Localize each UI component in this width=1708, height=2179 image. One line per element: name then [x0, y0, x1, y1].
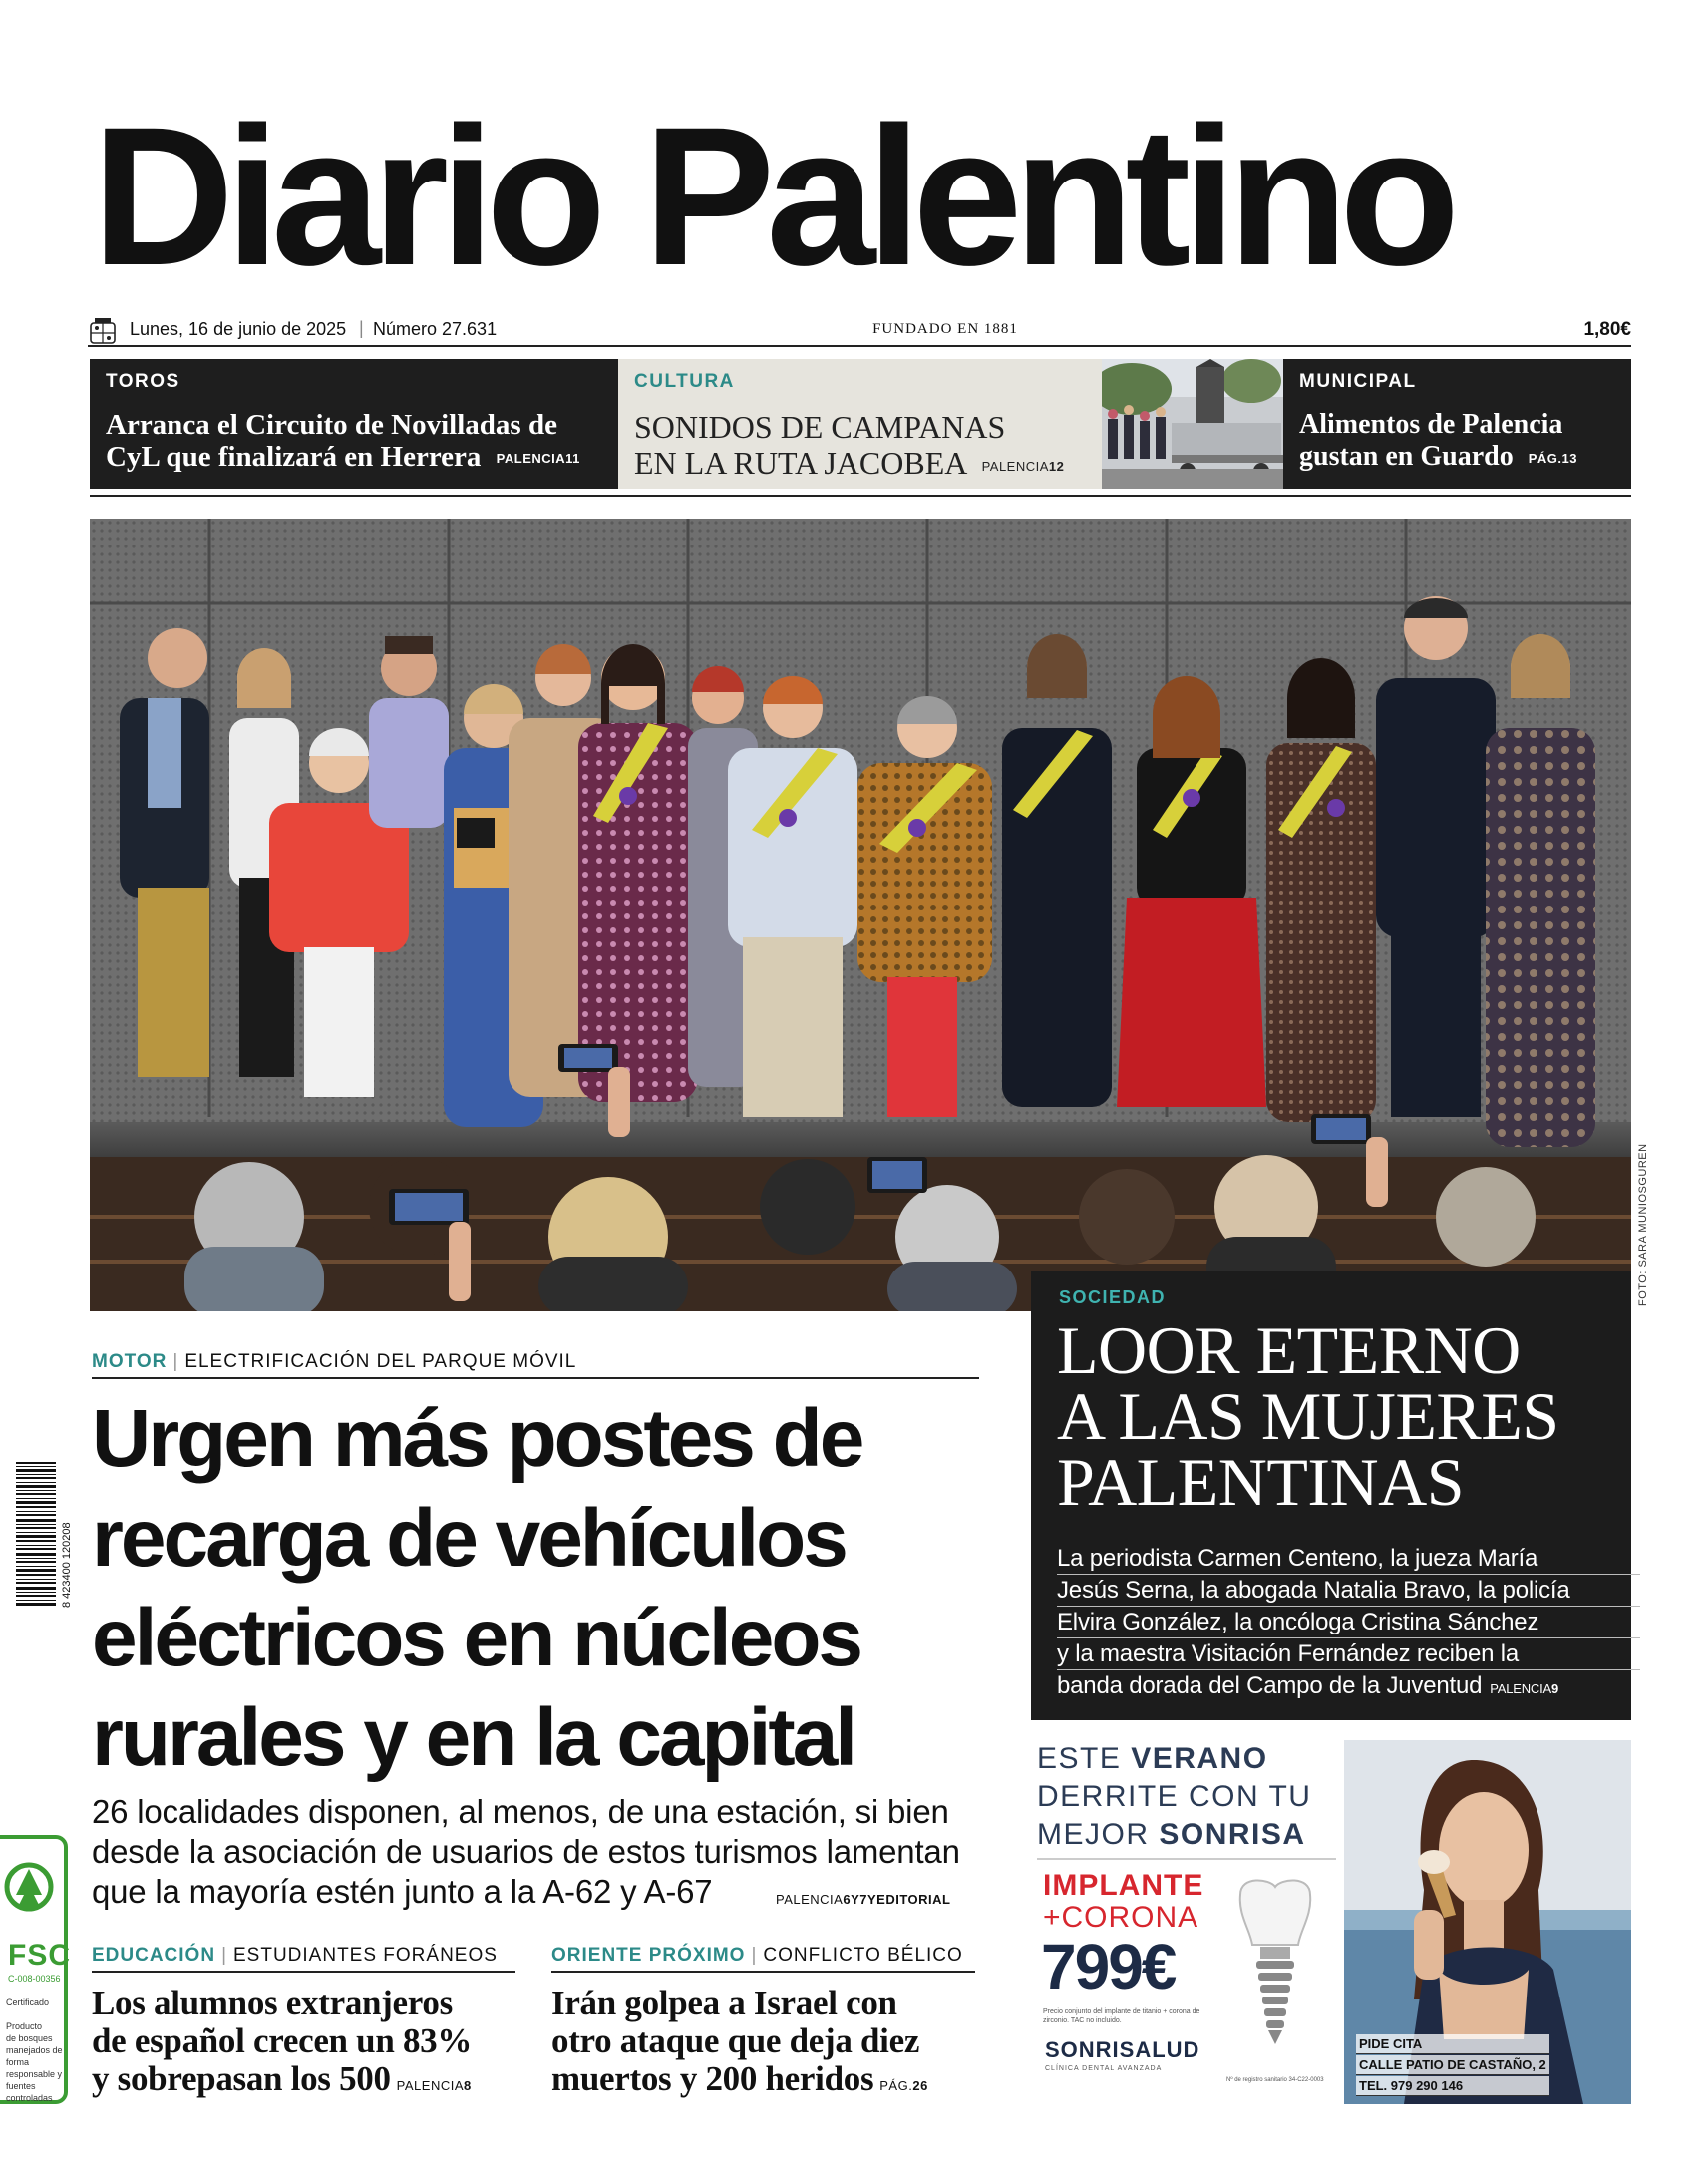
teaser-headline: SONIDOS DE CAMPANAS EN LA RUTA JACOBEA PALENCIA12	[634, 409, 1065, 481]
ad-contact: PIDE CITA CALLE PATIO DE CASTAÑO, 2 TEL. 979 290 146	[1356, 2034, 1549, 2097]
oriente-headline[interactable]: Irán golpea a Israel con otro ataque que deja diez muertos y 200 heridos PÁG.26	[551, 1984, 928, 2098]
masthead-title[interactable]: Diario Palentino	[92, 86, 1452, 306]
subsection-label: ESTUDIANTES FORÁNEOS	[233, 1945, 498, 1966]
educacion-kicker: EDUCACIÓN | ESTUDIANTES FORÁNEOS	[92, 1945, 515, 1973]
award-ceremony-image	[90, 519, 1631, 1311]
section-tag: EDUCACIÓN	[92, 1945, 216, 1966]
oriente-kicker: ORIENTE PRÓXIMO | CONFLICTO BÉLICO	[551, 1945, 975, 1973]
motor-kicker: MOTOR | ELECTRIFICACIÓN DEL PARQUE MÓVIL	[92, 1351, 979, 1379]
ad-registry: Nº de registro sanitario 34-C22-0003	[1226, 2077, 1324, 2083]
section-divider	[90, 495, 1631, 497]
dateline-bar	[88, 317, 1631, 347]
teaser-headline: Arranca el Circuito de Novilladas de CyL que finalizará en Herrera PALENCIA11	[106, 409, 580, 473]
barcode-icon	[14, 1458, 76, 1610]
section-tag: SOCIEDAD	[1059, 1287, 1167, 1307]
procession-photo-image	[1102, 359, 1283, 489]
fsc-tree-icon	[4, 1861, 54, 1921]
page-reference: PÁG.13	[1528, 450, 1577, 466]
fsc-text: Certificado Producto de bosques manejados de forma responsable y fuentes controladas	[6, 1997, 63, 2103]
issue-price: 1,80€	[1583, 319, 1631, 340]
fsc-wordmark: FSC	[8, 1939, 71, 1972]
ad-brand-tagline: CLÍNICA DENTAL AVANZADA	[1045, 2065, 1163, 2072]
page-reference: PALENCIA11	[496, 451, 580, 467]
teaser-toros[interactable]	[90, 359, 618, 489]
section-tag: ORIENTE PRÓXIMO	[551, 1945, 746, 1966]
issue-number: Número 27.631	[373, 319, 498, 339]
sociedad-feature-box[interactable]	[1031, 1271, 1631, 1720]
educacion-headline[interactable]: Los alumnos extranjeros de español crecen un 83% y sobrepasan los 500 PALENCIA8	[92, 1984, 473, 2098]
teaser-municipal[interactable]	[1283, 359, 1631, 489]
page-reference: PALENCIA9	[1490, 1681, 1559, 1696]
main-photo[interactable]	[90, 519, 1631, 1311]
dateline-separator: |	[359, 318, 364, 338]
page-reference: PÁG.26	[879, 2078, 928, 2093]
ad-fine-print: Precio conjunto del implante de titanio + corona de zirconio. TAC no incluido.	[1043, 2008, 1200, 2024]
ad-slogan: ESTE VERANO DERRITE CON TU MEJOR SONRISA	[1037, 1742, 1312, 1851]
ad-divider	[1037, 1858, 1336, 1860]
subsection-label: CONFLICTO BÉLICO	[763, 1945, 963, 1966]
feature-dek: La periodista Carmen Centeno, la jueza María Jesús Serna, la abogada Natalia Bravo, la policía Elvira González, la oncóloga Cristina Sánchez y la maestra Visitación Fernández reciben la banda dorada del Campo de la Juventud PALENCIA9	[1057, 1543, 1640, 1704]
lead-dek: 26 localidades disponen, al menos, de una estación, si bien desde la asociación de usuarios de estos turismos lamentan que la mayoría estén junto a la A-62 y A-67	[92, 1793, 960, 1910]
teaser-headline: Alimentos de Palencia gustan en Guardo PÁG.13	[1299, 409, 1577, 472]
feature-headline: LOOR ETERNO A LAS MUJERES PALENTINAS	[1057, 1312, 1559, 1520]
teaser-tag: CULTURA	[634, 371, 735, 392]
ad-price: 799€	[1041, 1931, 1176, 2002]
teaser-cultura[interactable]	[618, 359, 1102, 489]
page-reference: PALENCIA8	[396, 2078, 472, 2093]
ad-corona-label: +CORONA	[1043, 1901, 1199, 1934]
teaser-cultura-photo[interactable]	[1102, 359, 1283, 489]
fsc-certification	[0, 1835, 71, 2104]
lead-headline[interactable]: Urgen más postes de recarga de vehículos eléctricos en núcleos rurales y en la capital	[92, 1393, 862, 1783]
teaser-tag: MUNICIPAL	[1299, 371, 1417, 392]
section-tag: MOTOR	[92, 1351, 168, 1372]
ad-implant-label: IMPLANTE	[1043, 1869, 1204, 1902]
page-reference: PALENCIA12	[981, 458, 1065, 474]
subsection-label: ELECTRIFICACIÓN DEL PARQUE MÓVIL	[184, 1351, 577, 1372]
dental-advertisement[interactable]	[1031, 1740, 1631, 2104]
city-crest-icon	[88, 317, 118, 345]
ad-brand: SONRISALUD	[1045, 2037, 1200, 2062]
photo-credit: FOTO: SARA MUNIOSGUREN	[1637, 1143, 1649, 1306]
page-reference: PALENCIA6Y7YEDITORIAL	[776, 1892, 951, 1907]
fsc-code: C-008-00356	[8, 1974, 61, 1984]
dental-implant-icon	[1220, 1875, 1330, 2049]
teaser-tag: TOROS	[106, 371, 180, 392]
issue-date: Lunes, 16 de junio de 2025	[130, 319, 347, 339]
barcode-number: 8 423400 120208	[61, 1522, 73, 1608]
founded-note: FUNDADO EN 1881	[872, 321, 1018, 337]
